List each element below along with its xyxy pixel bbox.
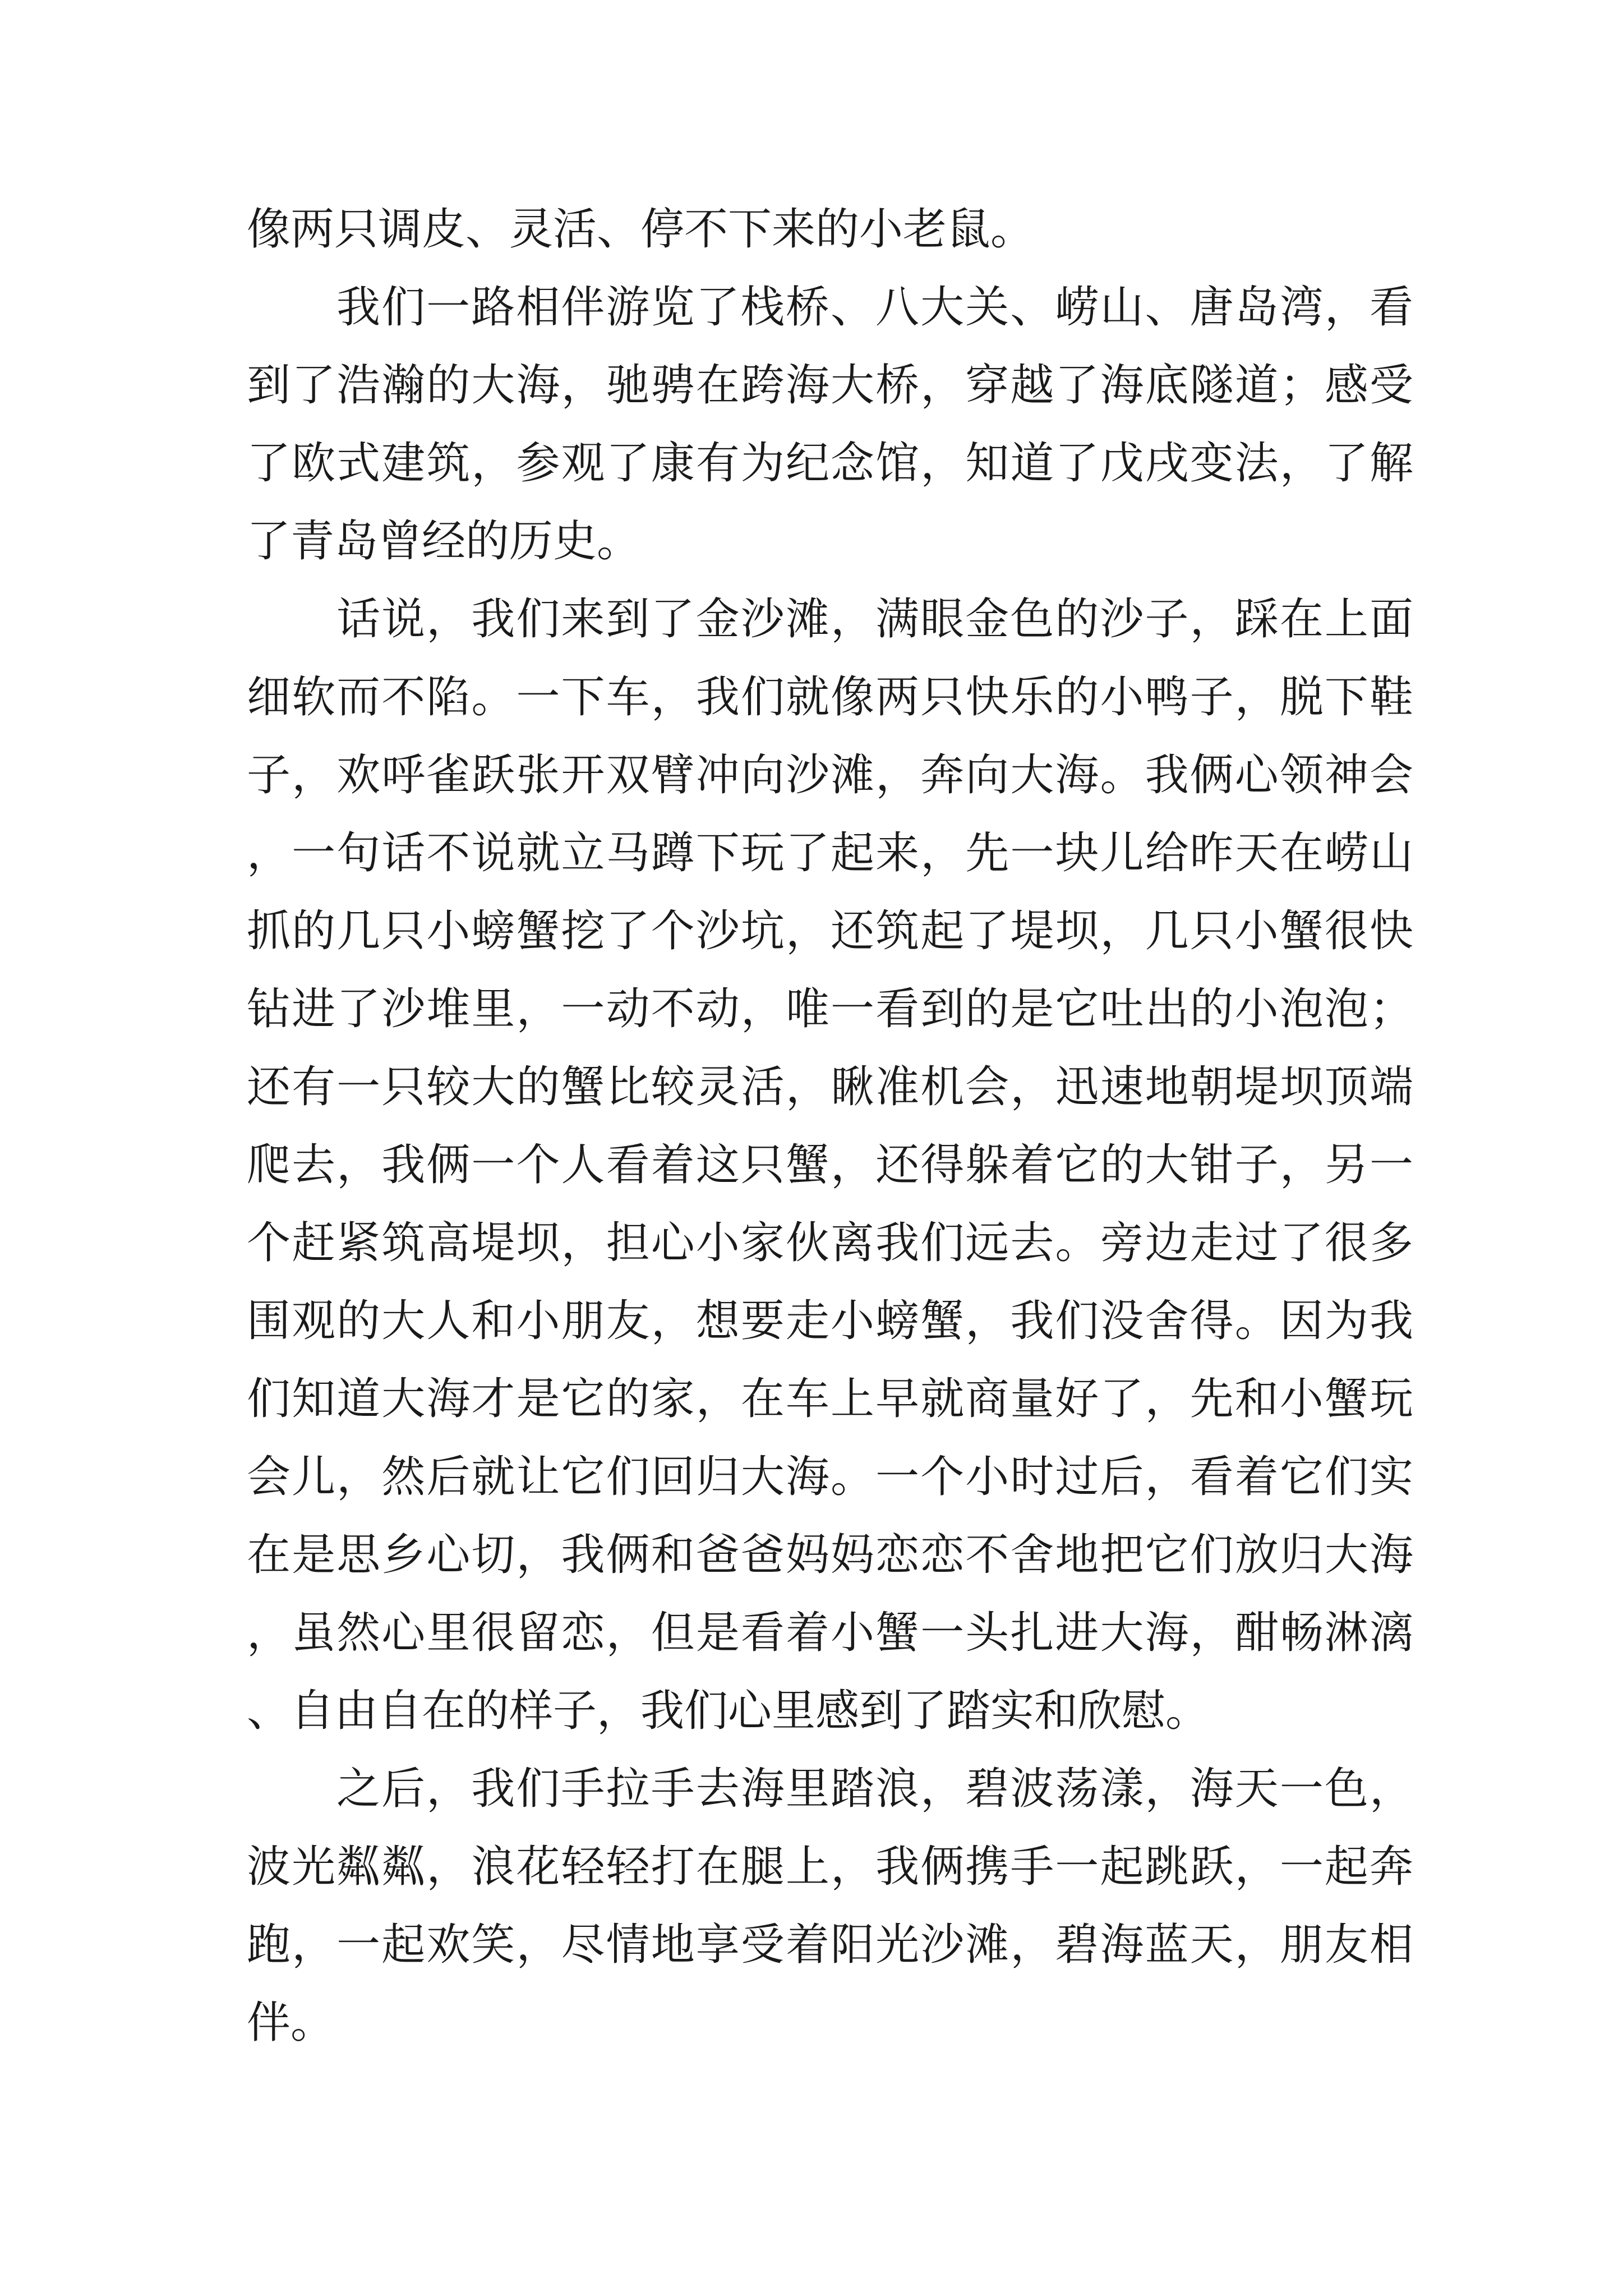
document-body bbox=[247, 191, 1413, 2062]
paragraph-3: 话说，我们来到了金沙滩，满眼金色的沙子，踩在上面细软而不陷。一下车，我们就像两只快乐的小鸭子，脱下鞋子，欢呼雀跃张开双臂冲向沙滩，奔向大海。我俩心领神会，一句话不说就立马蹲下玩了起来，先一块儿给昨天在崂山抓的几只小螃蟹挖了个沙坑，还筑起了堤坝，几只小蟹很快钻进了沙堆里，一动不动，唯一看到的是它吐出的小泡泡；还有一只较大的蟹比较灵活，瞅准机会，迅速地朝堤坝顶端爬去，我俩一个人看着这只蟹，还得躲着它的大钳子，另一个赶紧筑高堤坝，担心小家伙离我们远去。旁边走过了很多围观的大人和小朋友，想要走小螃蟹，我们没舍得。因为我们知道大海才是它的家，在车上早就商量好了，先和小蟹玩会儿，然后就让它们回归大海。一个小时过后，看着它们实在是思乡心切，我俩和爸爸妈妈恋恋不舍地把它们放归大海，虽然心里很留恋，但是看着小蟹一头扎进大海，酣畅淋漓、自由自在的样子，我们心里感到了踏实和欣慰。 bbox=[247, 594, 1413, 1736]
paragraph-2: 我们一路相伴游览了栈桥、八大关、崂山、唐岛湾，看到了浩瀚的大海，驰骋在跨海大桥，穿越了海底隧道；感受了欧式建筑，参观了康有为纪念馆，知道了戊戌变法，了解了青岛曾经的历史。 bbox=[247, 282, 1413, 567]
paragraph-4: 之后，我们手拉手去海里踏浪，碧波荡漾，海天一色，波光粼粼，浪花轻轻打在腿上，我俩携手一起跳跃，一起奔跑，一起欢笑，尽情地享受着阳光沙滩，碧海蓝天，朋友相伴。 bbox=[247, 1764, 1413, 2048]
paragraph-1: 像两只调皮、灵活、停不下来的小老鼠。 bbox=[247, 204, 1035, 255]
